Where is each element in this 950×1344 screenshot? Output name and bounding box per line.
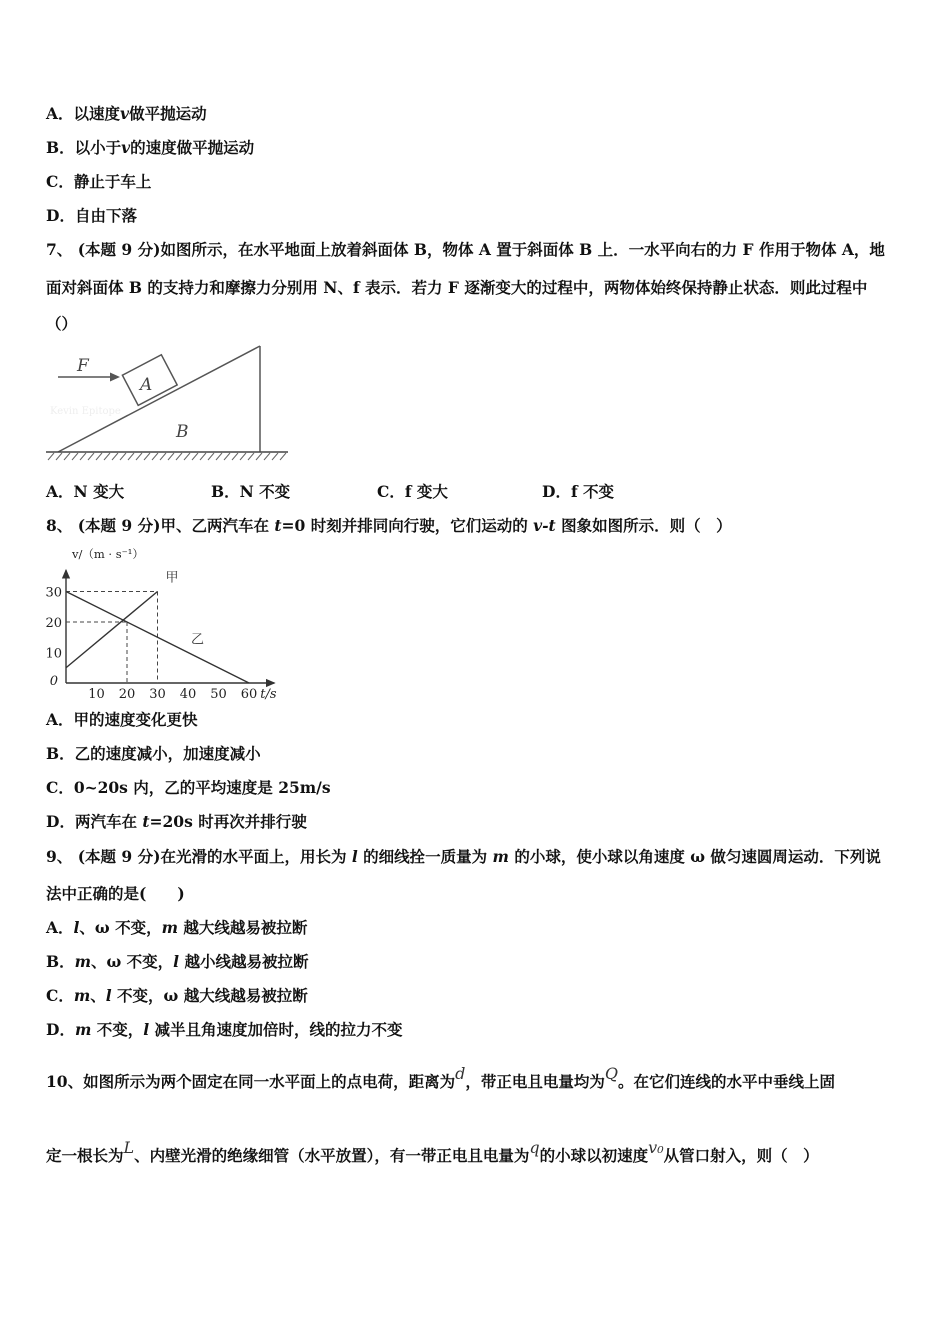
q9-stem-line1: 9、 (本题 9 分)在光滑的水平面上，用长为 l 的细线拴一质量为 m 的小球，使小球以角速度 ω 做匀速圆周运动．下列说: [46, 847, 881, 866]
label-f: F: [77, 356, 89, 376]
label-a: A: [140, 375, 153, 395]
x-tick-label-5: 60: [240, 687, 258, 700]
symbol-Q: Q: [604, 1064, 618, 1083]
q7-option-d: D．f 不变: [542, 482, 615, 501]
q7-option-a: A．N 变大: [46, 482, 125, 501]
q6-option-d: D．自由下落: [46, 206, 137, 225]
q9-option-a: A．l、ω 不变，m 越大线越易被拉断: [46, 918, 308, 937]
q7-stem-line1: 7、 (本题 9 分)如图所示，在水平地面上放着斜面体 B，物体 A 置于斜面体 B 上．一水平向右的力 F 作用于物体 A，地: [46, 240, 885, 259]
watermark: Kevin Epitope: [50, 406, 121, 417]
q8-option-c: C．0~20s 内，乙的平均速度是 25m/s: [46, 778, 331, 797]
q6-option-b: B．以小于v的速度做平抛运动: [46, 138, 255, 157]
q8-option-a: A．甲的速度变化更快: [46, 710, 198, 729]
y-tick-label-0: 10: [45, 646, 62, 662]
q7-stem-line2: 面对斜面体 B 的支持力和摩擦力分别用 N、f 表示．若力 F 逐渐变大的过程中，两物体始终保持静止状态．则此过程中: [46, 278, 868, 297]
y-axis-label: v/（m · s⁻¹）: [72, 548, 144, 561]
q9-option-d: D．m 不变，l 减半且角速度加倍时，线的拉力不变: [46, 1020, 403, 1039]
q6-option-c: C．静止于车上: [46, 172, 152, 191]
q9-option-c: C．m、l 不变，ω 越大线越易被拉断: [46, 986, 308, 1005]
q7-stem-line3: （）: [46, 314, 78, 333]
q9-option-b: B．m、ω 不变，l 越小线越易被拉断: [46, 952, 309, 971]
q8-option-d: D．两汽车在 t=20s 时再次并排行驶: [46, 812, 307, 831]
symbol-d: d: [455, 1064, 466, 1083]
q7-option-c: C．f 变大: [377, 482, 448, 501]
q6-option-a: A．以速度v做平抛运动: [46, 104, 207, 123]
q7-incline-figure: [44, 340, 294, 465]
series-label-1: 乙: [191, 632, 205, 648]
x-tick-label-1: 20: [118, 687, 136, 700]
origin-label: 0: [49, 674, 58, 689]
x-tick-label-0: 10: [88, 687, 105, 700]
q10-stem-line1: 10、如图所示为两个固定在同一水平面上的点电荷，距离为d，带正电且电量均为Q。在它们连线的水平中垂线上固: [46, 1064, 835, 1091]
y-tick-label-1: 20: [45, 616, 62, 631]
vt-chart: [40, 548, 300, 700]
x-tick-label-3: 40: [179, 687, 197, 700]
x-tick-label-2: 30: [149, 687, 166, 700]
x-axis-label: t/s: [260, 687, 277, 700]
x-tick-label-4: 50: [210, 687, 227, 700]
symbol-L: L: [123, 1138, 135, 1157]
label-b: B: [176, 422, 189, 442]
q9-stem-line2: 法中正确的是( ): [46, 884, 185, 903]
q7-option-b: B．N 不变: [211, 482, 291, 501]
y-tick-label-2: 30: [45, 585, 62, 601]
q8-stem: 8、 (本题 9 分)甲、乙两汽车在 t=0 时刻并排同向行驶，它们运动的 v-t 图象如图所示．则（ ）: [46, 516, 732, 535]
q10-stem-line2: 定一根长为L、内壁光滑的绝缘细管（水平放置），有一带正电且电量为q的小球以初速度v₀从管口射入，则（ ）: [46, 1138, 819, 1165]
symbol-v0: v₀: [648, 1138, 664, 1157]
symbol-q: q: [529, 1138, 540, 1157]
q8-option-b: B．乙的速度减小，加速度减小: [46, 744, 261, 763]
series-label-0: 甲: [165, 570, 179, 586]
